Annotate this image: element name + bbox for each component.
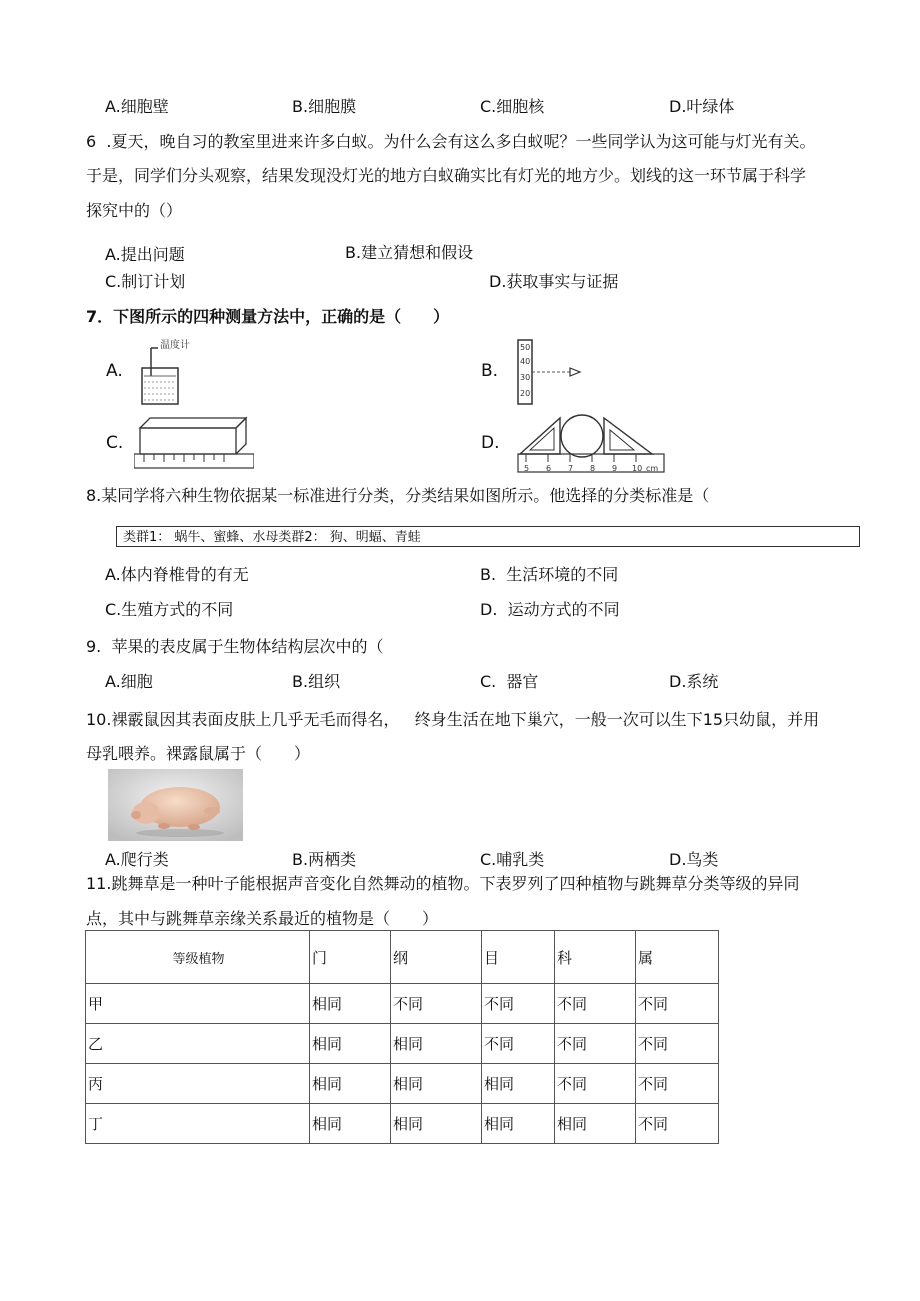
ruler-tick-label: 10 bbox=[632, 464, 643, 473]
table-cell: 不同 bbox=[555, 1024, 636, 1064]
q11-stem-line2: 点，其中与跳舞草亲缘关系最近的植物是（ ） bbox=[86, 909, 439, 928]
q10-option-b: B.两栖类 bbox=[292, 850, 357, 869]
table-header-cell: 目 bbox=[482, 931, 555, 984]
ball-icon bbox=[561, 415, 603, 457]
thermometer-label: 温度计 bbox=[160, 340, 190, 351]
table-cell: 不同 bbox=[555, 1064, 636, 1104]
ruler-tick-label: 9 bbox=[612, 464, 618, 473]
naked-mole-rat-photo bbox=[108, 769, 243, 841]
cylinder-tick-label: 40 bbox=[520, 357, 531, 366]
classification-table bbox=[85, 930, 719, 1144]
ruler-tick-label: 7 bbox=[568, 464, 574, 473]
table-cell: 不同 bbox=[482, 984, 555, 1024]
table-cell: 相同 bbox=[391, 1104, 482, 1144]
table-cell: 不同 bbox=[636, 1064, 719, 1104]
table-cell: 甲 bbox=[86, 984, 310, 1024]
table-header-cell: 属 bbox=[636, 931, 719, 984]
table-cell: 不同 bbox=[636, 1024, 719, 1064]
table-cell: 丙 bbox=[86, 1064, 310, 1104]
table-cell: 相同 bbox=[310, 1104, 391, 1144]
q10-stem-line2: 母乳喂养。裸露鼠属于（ ） bbox=[86, 744, 311, 763]
q7-label-c: C. bbox=[106, 433, 124, 453]
q6-option-c: C.制订计划 bbox=[105, 272, 186, 291]
q8-option-a: A.体内脊椎骨的有无 bbox=[105, 565, 249, 584]
table-cell: 相同 bbox=[310, 1064, 391, 1104]
q8-stem: 8.某同学将六种生物依据某一标准进行分类，分类结果如图所示。他选择的分类标准是（ bbox=[86, 486, 710, 505]
q9-option-b: B.组织 bbox=[292, 672, 341, 691]
q5-option-d: D.叶绿体 bbox=[669, 97, 735, 116]
table-cell: 不同 bbox=[555, 984, 636, 1024]
table-cell: 不同 bbox=[636, 984, 719, 1024]
q8-option-d: D. 运动方式的不同 bbox=[480, 600, 620, 619]
table-row bbox=[86, 1104, 719, 1144]
q10-stem-line1: 10.裸霰鼠因其表面皮肤上几乎无毛而得名， 终身生活在地下巢穴，一般一次可以生下15只幼鼠，并用 bbox=[86, 710, 820, 729]
q10-option-a: A.爬行类 bbox=[105, 850, 169, 869]
table-header-cell: 门 bbox=[310, 931, 391, 984]
q7-label-a: A. bbox=[106, 361, 123, 381]
table-row bbox=[86, 1064, 719, 1104]
table-row bbox=[86, 984, 719, 1024]
q6-option-b: B.建立猜想和假设 bbox=[345, 243, 474, 262]
table-row bbox=[86, 1024, 719, 1064]
table-header-row bbox=[86, 931, 719, 984]
thermometer-beaker-figure bbox=[136, 336, 236, 408]
q6-stem-line3: 探究中的（） bbox=[86, 201, 183, 220]
q9-option-d: D.系统 bbox=[669, 672, 719, 691]
q6-option-a: A.提出问题 bbox=[105, 245, 185, 264]
block-ruler-figure bbox=[134, 416, 254, 474]
q11-stem-line1: 11.跳舞草是一种叶子能根据声音变化自然舞动的植物。下表罗列了四种植物与跳舞草分类等级的异同 bbox=[86, 874, 800, 893]
table-cell: 相同 bbox=[555, 1104, 636, 1144]
q9-option-a: A.细胞 bbox=[105, 672, 153, 691]
table-cell: 不同 bbox=[391, 984, 482, 1024]
table-header-cell: 科 bbox=[555, 931, 636, 984]
q7-stem: 7．下图所示的四种测量方法中，正确的是（ ） bbox=[86, 307, 450, 326]
q7-label-b: B. bbox=[481, 361, 499, 381]
cylinder-figure bbox=[508, 338, 598, 408]
cylinder-tick-label: 20 bbox=[520, 389, 531, 398]
table-cell: 乙 bbox=[86, 1024, 310, 1064]
q5-option-a: A.细胞壁 bbox=[105, 97, 169, 116]
ruler-unit-label: cm bbox=[646, 464, 659, 473]
ball-triangle-ruler-figure bbox=[516, 410, 666, 476]
q5-option-b: B.细胞膜 bbox=[292, 97, 357, 116]
q8-option-b: B. 生活环境的不同 bbox=[480, 565, 619, 584]
table-cell: 丁 bbox=[86, 1104, 310, 1144]
q8-classification-box: 类群1： 蜗牛、蜜蜂、水母类群2： 狗、明蝠、青蛙 bbox=[116, 526, 860, 547]
ruler-tick-label: 8 bbox=[590, 464, 596, 473]
q6-stem-line2: 于是，同学们分头观察，结果发现没灯光的地方白蚁确实比有灯光的地方少。划线的这一环节属于科学 bbox=[86, 166, 807, 185]
q5-option-c: C.细胞核 bbox=[480, 97, 545, 116]
table-cell: 相同 bbox=[391, 1064, 482, 1104]
table-cell: 不同 bbox=[482, 1024, 555, 1064]
table-header-cell: 等级植物 bbox=[86, 931, 310, 984]
q9-option-c: C. 器官 bbox=[480, 672, 539, 691]
cylinder-tick-label: 50 bbox=[520, 343, 531, 352]
q10-option-c: C.哺乳类 bbox=[480, 850, 545, 869]
eye-icon bbox=[570, 368, 580, 376]
q6-stem-line1: 6 .夏天，晚自习的教室里进来许多白蚁。为什么会有这么多白蚁呢？一些同学认为这可能与灯光有关。 bbox=[86, 132, 816, 151]
q7-label-d: D. bbox=[481, 433, 500, 453]
q8-option-c: C.生殖方式的不同 bbox=[105, 600, 234, 619]
ruler-tick-label: 6 bbox=[546, 464, 552, 473]
ruler-tick-label: 5 bbox=[524, 464, 530, 473]
cylinder-tick-label: 30 bbox=[520, 373, 531, 382]
table-cell: 相同 bbox=[310, 984, 391, 1024]
table-cell: 相同 bbox=[310, 1024, 391, 1064]
q6-option-d: D.获取事实与证据 bbox=[489, 272, 619, 291]
table-cell: 相同 bbox=[482, 1104, 555, 1144]
table-cell: 相同 bbox=[482, 1064, 555, 1104]
q9-stem: 9. 苹果的表皮属于生物体结构层次中的（ bbox=[86, 637, 384, 656]
table-cell: 相同 bbox=[391, 1024, 482, 1064]
table-header-cell: 纲 bbox=[391, 931, 482, 984]
q10-option-d: D.鸟类 bbox=[669, 850, 719, 869]
table-cell: 不同 bbox=[636, 1104, 719, 1144]
